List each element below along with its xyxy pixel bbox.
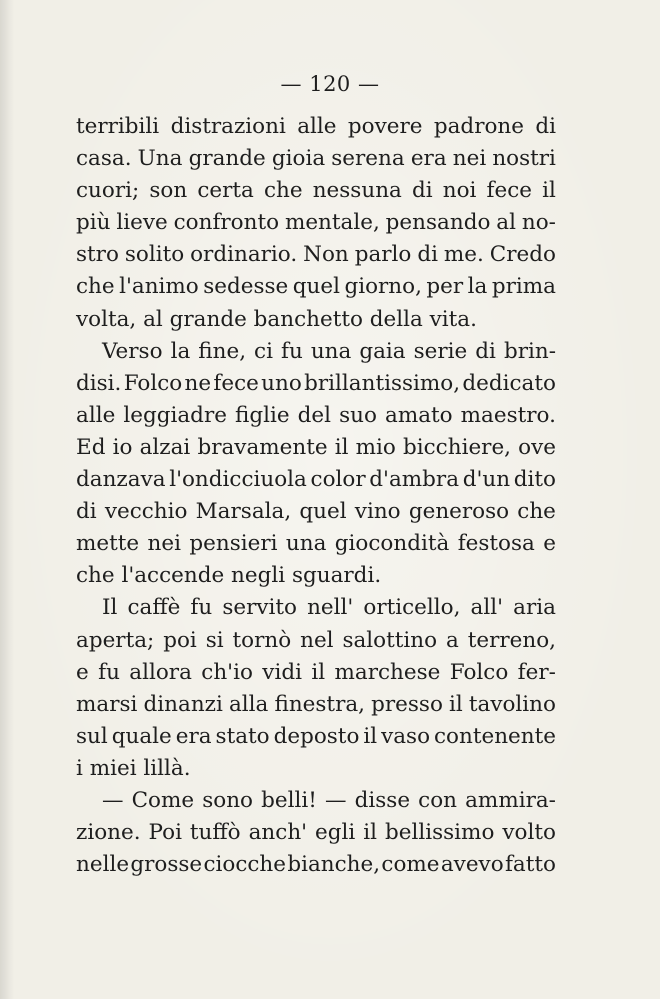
text-line: danzava l'ondicciuola color d'ambra d'un dito — [76, 467, 556, 493]
text-line: Ed io alzai bravamente il mio bicchiere, ove — [76, 434, 556, 460]
body-text — [76, 111, 556, 881]
text-line: che l'accende negli sguardi. — [76, 563, 382, 589]
text-line: Il caffè fu servito nell' orticello, all' aria — [102, 595, 556, 621]
text-line: e fu allora ch'io vidi il marchese Folco fer- — [76, 659, 556, 685]
text-line: volta, al grande banchetto della vita. — [76, 306, 477, 332]
text-line: disi. Folco ne fece uno brillantissimo, dedicato — [76, 370, 556, 396]
text-line: di vecchio Marsala, quel vino generoso che — [76, 499, 556, 525]
text-line: più lieve confronto mentale, pensando al no- — [76, 210, 556, 236]
page-edge-shadow — [0, 0, 14, 999]
text-line: sul quale era stato deposto il vaso contenente — [76, 723, 556, 749]
text-line: che l'animo sedesse quel giorno, per la prima — [76, 274, 556, 300]
page-number: — 120 — — [280, 72, 380, 96]
text-line: casa. Una grande gioia serena era nei nostri — [76, 146, 556, 172]
text-line: aperta; poi si tornò nel salottino a terreno, — [76, 627, 556, 653]
text-line: Verso la fine, ci fu una gaia serie di brin- — [102, 338, 556, 364]
text-line: zione. Poi tuffò anch' egli il bellissimo volto — [76, 820, 556, 846]
text-line: stro solito ordinario. Non parlo di me. Credo — [76, 242, 556, 268]
text-line: mette nei pensieri una giocondità festosa e — [76, 531, 556, 557]
text-line: i miei lillà. — [76, 755, 191, 781]
text-line: terribili distrazioni alle povere padrone di — [76, 114, 556, 139]
text-line: — Come sono belli! — disse con ammira- — [102, 787, 556, 813]
text-line: nelle grosse ciocche bianche, come avevo fatto — [76, 852, 556, 878]
text-line: marsi dinanzi alla finestra, presso il tavolino — [76, 691, 556, 717]
text-line: alle leggiadre figlie del suo amato maestro. — [76, 402, 556, 428]
text-line: cuori; son certa che nessuna di noi fece il — [76, 178, 556, 204]
